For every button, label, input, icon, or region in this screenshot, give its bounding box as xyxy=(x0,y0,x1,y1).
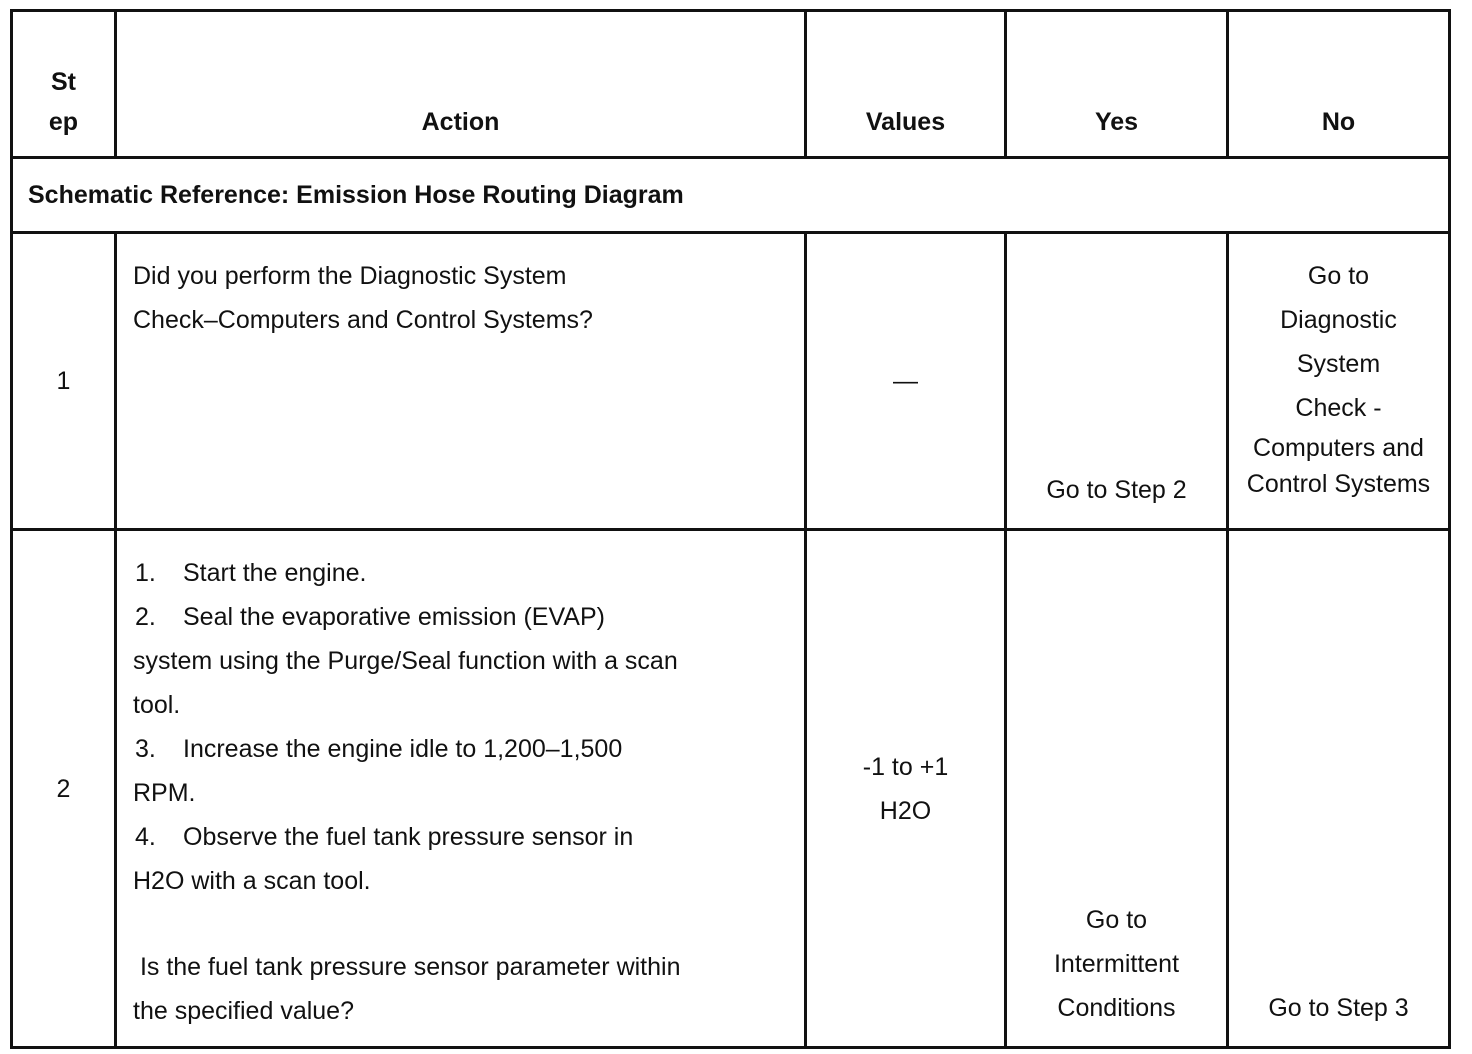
values-cell xyxy=(806,530,1006,1048)
values-cell: — xyxy=(806,233,1006,530)
diagnostic-table xyxy=(10,9,1451,1049)
action-text: Check–Computers and Control Systems? xyxy=(133,306,593,334)
yes-text: Intermittent xyxy=(1053,950,1180,978)
no-text: Check - xyxy=(1295,394,1382,422)
yes-text: Go to xyxy=(1085,906,1148,934)
step-number: 1 xyxy=(12,233,116,530)
header-yes: Yes xyxy=(1006,11,1228,158)
table-row xyxy=(12,530,1450,1048)
step-number: 2 xyxy=(12,530,116,1048)
header-row xyxy=(12,11,1450,158)
no-text: Control Systems xyxy=(1246,470,1431,498)
action-question: Is the fuel tank pressure sensor parameter within xyxy=(133,953,681,981)
action-cell xyxy=(116,233,806,530)
values-text: H2O xyxy=(879,796,932,825)
action-item: tool. xyxy=(133,691,181,719)
action-item: system using the Purge/Seal function with a scan xyxy=(133,647,678,675)
schematic-reference: Schematic Reference: Emission Hose Routing Diagram xyxy=(12,158,1450,233)
action-item: 3. Increase the engine idle to 1,200–1,500 xyxy=(135,735,623,763)
no-text: System xyxy=(1296,350,1381,378)
header-step-line1: St xyxy=(51,68,76,96)
no-text: Go to xyxy=(1307,262,1370,290)
values-text: -1 to +1 xyxy=(862,752,949,781)
yes-text: Conditions xyxy=(1057,994,1176,1022)
yes-cell xyxy=(1006,530,1228,1048)
yes-cell: Go to Step 2 xyxy=(1006,233,1228,530)
action-item: RPM. xyxy=(133,779,196,807)
action-question: the specified value? xyxy=(133,997,354,1025)
header-step xyxy=(12,11,116,158)
action-item: 1. Start the engine. xyxy=(135,559,367,587)
header-action: Action xyxy=(116,11,806,158)
no-cell xyxy=(1228,233,1450,530)
action-cell xyxy=(116,530,806,1048)
action-text: Did you perform the Diagnostic System xyxy=(133,262,567,290)
no-cell: Go to Step 3 xyxy=(1228,530,1450,1048)
header-step-line2: ep xyxy=(48,108,79,136)
no-text: Computers and xyxy=(1253,434,1424,462)
table-row xyxy=(12,233,1450,530)
action-item: 4. Observe the fuel tank pressure sensor in xyxy=(135,823,634,851)
no-text: Diagnostic xyxy=(1280,306,1397,334)
reference-row xyxy=(12,158,1450,233)
action-item: 2. Seal the evaporative emission (EVAP) xyxy=(135,603,605,631)
header-values: Values xyxy=(806,11,1006,158)
action-item: H2O with a scan tool. xyxy=(133,867,371,895)
header-no: No xyxy=(1228,11,1450,158)
